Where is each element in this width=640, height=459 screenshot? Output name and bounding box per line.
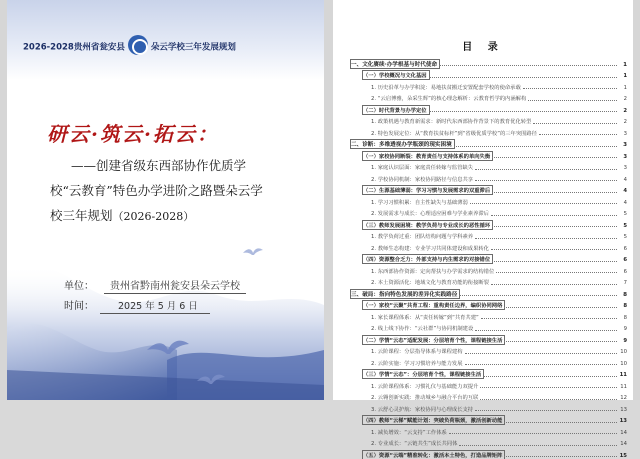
toc-page-number: 1: [623, 84, 627, 91]
cover-title-line-3: [50, 206, 194, 224]
toc-page-number: 14: [620, 441, 627, 447]
toc-page: [333, 0, 633, 459]
cover-time: [64, 297, 210, 314]
toc-page-number: 13: [619, 418, 627, 424]
toc-leader-dots: [491, 284, 617, 285]
toc-heading: 目 录: [462, 42, 504, 53]
cover-header-left: 2026-2028贵州省瓮安县: [23, 42, 125, 53]
toc-page-number: 3: [623, 142, 627, 148]
toc-leader-dots: [439, 65, 617, 66]
toc-entry-text: 一、文化赓续·办学根基与时代使命: [351, 61, 438, 68]
toc-entry-text: （二）时代背景与办学定位: [363, 107, 427, 114]
toc-subsection[interactable]: [351, 194, 627, 206]
toc-subsection[interactable]: [351, 309, 627, 321]
toc-entry-text: 1. 学习习惯积累：自主性缺失与基础薄弱: [371, 199, 468, 206]
toc-leader-dots: [459, 445, 617, 446]
toc-leader-dots: [459, 295, 617, 296]
toc-leader-dots: [492, 157, 617, 158]
toc-page-number: 5: [623, 222, 627, 229]
toc-subsection[interactable]: [351, 321, 627, 333]
toc-page-number: 1: [623, 73, 627, 79]
cover-title-years: （2026-2028）: [112, 210, 195, 223]
toc-leader-dots: [492, 261, 617, 262]
toc-page-number: 8: [623, 303, 627, 309]
toc-leader-dots: [429, 111, 617, 112]
toc-subsection[interactable]: [351, 114, 627, 126]
toc-page-number: 4: [623, 199, 627, 206]
toc-page-number: 8: [623, 291, 627, 298]
toc-subsection[interactable]: [351, 79, 627, 91]
toc-page-number: 14: [620, 429, 627, 436]
toc-entry-text: 2. 特色发展定位：从“教育扶贫标杆”到“省级优质学校”的三年突围路径: [371, 130, 538, 137]
toc-page-number: 11: [620, 383, 627, 390]
toc-entry-text: 1. 家庭认识层面：家庭责任转嫁与监管缺失: [371, 165, 474, 171]
toc-subsection[interactable]: [351, 263, 627, 275]
toc-leader-dots: [449, 433, 617, 434]
unit-value: 贵州省黔南州瓮安县朵云学校: [104, 277, 246, 294]
toc-entry-text: （四）资源整合乏力：外部支持与内生需求的对接错位: [363, 257, 491, 263]
toc-leader-dots: [492, 192, 617, 193]
cover-header-right: 朵云学校三年发展规划: [150, 42, 236, 53]
unit-label: 单位：: [64, 281, 94, 292]
toc-leader-dots: [465, 364, 618, 365]
toc-entry-text: 1. 教学负荷过重：团队结构问题与学科素养: [371, 234, 474, 240]
toc-leader-dots: [475, 180, 617, 181]
toc-leader-dots: [475, 410, 617, 411]
toc-subsection[interactable]: [351, 344, 627, 356]
toc-subsection[interactable]: [351, 275, 627, 287]
toc-leader-dots: [475, 330, 617, 331]
toc-section[interactable]: [351, 252, 627, 264]
toc-page-number: 10: [620, 349, 627, 355]
toc-entry-text: 2. 本土资源活化：地域文化与教育功能的衔接断裂: [371, 280, 489, 286]
toc-entry-text: （三）学情“云态”：分层培育个性，课程链接生活: [363, 372, 482, 378]
toc-entry-text: 2. 云翱创新实践：推动城乡与融合平台的互联: [371, 395, 479, 401]
toc-entry-text: 1. 历史沿革与办学积淀：易地扶贫搬迁安置配套学校的使命承载: [371, 84, 521, 91]
toc-entry-text: 2. “云启博雅，朵采生辉”的核心理念解析：云教育哲学的内涵解构: [371, 96, 527, 102]
toc-entry-text: 2. 学校协同机制：家校协同路径与信息共享: [371, 176, 474, 183]
toc-entry-text: （四）教师“云梯”赋能计划：突破负荷瓶颈，激活创新动能: [363, 418, 503, 424]
toc-subsection[interactable]: [351, 401, 627, 413]
toc-page-number: 1: [623, 61, 627, 68]
toc-entry-text: 1. 云阶课程：分层指导体系与课程建构: [371, 349, 463, 355]
toc-leader-dots: [491, 215, 617, 216]
toc-page-number: 9: [623, 326, 627, 332]
toc-subsection[interactable]: [351, 91, 627, 103]
toc-page-number: 5: [623, 211, 627, 217]
toc-subsection[interactable]: [351, 125, 627, 137]
toc-section[interactable]: [351, 183, 627, 195]
toc-leader-dots: [539, 134, 617, 135]
toc-section[interactable]: [351, 298, 627, 310]
cover-unit: [64, 277, 246, 294]
toc-leader-dots: [454, 146, 617, 147]
toc-page-number: 2: [623, 107, 627, 114]
toc-leader-dots: [504, 341, 617, 342]
toc-list: [351, 56, 627, 459]
toc-section[interactable]: [351, 413, 627, 425]
toc-section[interactable]: [351, 447, 627, 459]
toc-subsection[interactable]: [351, 424, 627, 436]
toc-leader-dots: [492, 226, 617, 227]
toc-page-number: 6: [623, 245, 627, 252]
toc-leader-dots: [504, 307, 617, 308]
toc-entry-text: 三、破局：指向特色发展的差异化实践路径: [351, 291, 458, 298]
toc-page-number: 11: [619, 372, 627, 378]
toc-leader-dots: [480, 387, 617, 388]
toc-entry-text: （二）学情“云态”适配发展：分层培育个性，课程链接生活: [363, 337, 503, 344]
toc-section[interactable]: [351, 102, 627, 114]
toc-page-number: 4: [623, 188, 627, 194]
toc-page-number: 3: [623, 153, 627, 160]
toc-chapter[interactable]: [351, 56, 627, 68]
crane-icon-small: [197, 372, 225, 388]
toc-section[interactable]: [351, 332, 627, 344]
toc-leader-dots: [504, 456, 617, 457]
toc-entry-text: （一）家校协同断裂：教育责任与支持体系的单向失衡: [363, 153, 491, 160]
toc-subsection[interactable]: [351, 160, 627, 172]
toc-page-number: 7: [623, 280, 627, 286]
toc-page-number: 3: [623, 165, 627, 171]
toc-leader-dots: [496, 272, 617, 273]
cover-header: [23, 37, 236, 57]
toc-subsection[interactable]: [351, 240, 627, 252]
toc-entry-text: （一）学校概况与文化基因: [363, 73, 427, 79]
toc-page-number: 9: [623, 337, 627, 344]
toc-leader-dots: [483, 376, 617, 377]
toc-page-number: 4: [623, 176, 627, 183]
toc-section[interactable]: [351, 217, 627, 229]
toc-entry-text: （五）资源“云端”精准转化：激活本土特色，打造品牌矩阵: [363, 452, 503, 459]
toc-leader-dots: [481, 318, 617, 319]
time-label: 时间：: [64, 301, 94, 312]
toc-subsection[interactable]: [351, 378, 627, 390]
toc-subsection[interactable]: [351, 229, 627, 241]
toc-section[interactable]: [351, 68, 627, 80]
cover-title-line-2: 校“云教育”特色办学进阶之路暨朵云学: [50, 183, 263, 198]
toc-leader-dots: [465, 353, 618, 354]
toc-entry-text: 2. 专业成长：“云链共生”成长共同体: [371, 441, 458, 447]
toc-leader-dots: [504, 422, 617, 423]
toc-page-number: 10: [620, 360, 627, 367]
toc-page-number: 6: [623, 257, 627, 263]
toc-page-number: 12: [620, 395, 627, 401]
crane-icon: [147, 336, 189, 362]
toc-entry-text: 二、诊断：多维透视办学瓶颈的现实困境: [351, 142, 452, 148]
toc-entry-text: 1. 减负增效：“云支持”工作体系: [371, 429, 447, 436]
toc-entry-text: 1. 东西部协作资源：定向帮扶与办学需求的结构错位: [371, 268, 495, 275]
toc-page-number: 13: [620, 406, 627, 413]
toc-entry-text: 2. 云阶实施：学习习惯培养与能力发展: [371, 360, 463, 367]
toc-page-number: 6: [623, 268, 627, 275]
toc-entry-text: 3. 云舒心灵护航：家校协同与心理成长支持: [371, 406, 474, 413]
toc-chapter[interactable]: [351, 137, 627, 149]
toc-entry-text: 2. 教师生态构建：专业学习共同体建设和成果转化: [371, 245, 489, 252]
toc-leader-dots: [475, 238, 617, 239]
toc-entry-text: 2. 线上线下协作：“云社群”与协同机制建设: [371, 326, 474, 332]
toc-page-number: 3: [623, 130, 627, 137]
toc-entry-text: 1. 家长课程体系：从“责任转嫁”到“共育共建”: [371, 314, 479, 321]
toc-chapter[interactable]: [351, 286, 627, 298]
toc-subsection[interactable]: [351, 390, 627, 402]
time-value: 2025 年 5 月 6 日: [100, 298, 210, 314]
toc-leader-dots: [491, 249, 617, 250]
toc-entry-text: （二）生源基础薄弱：学习习惯与发展需求的双重滞后: [363, 188, 491, 194]
toc-leader-dots: [528, 100, 617, 101]
toc-entry-text: （三）教师发展困境：教学负荷与专业成长的恶性循环: [363, 222, 491, 229]
bird-icon: [243, 246, 263, 258]
toc-leader-dots: [533, 123, 617, 124]
toc-section[interactable]: [351, 367, 627, 379]
cover-title-line-1: ——创建省级东西部协作优质学: [71, 158, 247, 173]
toc-leader-dots: [429, 77, 617, 78]
toc-leader-dots: [523, 88, 617, 89]
toc-subsection[interactable]: [351, 206, 627, 218]
toc-leader-dots: [480, 399, 617, 400]
cover-page: [7, 0, 324, 400]
toc-entry-text: （一）家校“云聚”共育工程：重构责任边界，编织协同网络: [363, 303, 503, 309]
cover-title-line-3-text: 校三年规划: [50, 208, 113, 223]
toc-page-number: 5: [623, 234, 627, 240]
toc-entry-text: 1. 云阶课程体系：习惯礼仪与基础能力双提升: [371, 383, 479, 390]
toc-entry-text: 2. 发展需求与成长：心理适应困难与学业素养滞后: [371, 211, 489, 217]
toc-subsection[interactable]: [351, 436, 627, 448]
toc-leader-dots: [475, 169, 617, 170]
toc-page-number: 15: [619, 452, 627, 459]
toc-entry-text: 1. 政策机遇与教育新需求：新时代东西部协作背景下的教育优化转型: [371, 119, 532, 125]
toc-subsection[interactable]: [351, 171, 627, 183]
toc-leader-dots: [470, 203, 617, 204]
school-logo-icon: [128, 35, 148, 55]
toc-section[interactable]: [351, 148, 627, 160]
toc-page-number: 2: [623, 96, 627, 102]
toc-page-number: 2: [623, 119, 627, 125]
cover-motto: 研云·筑云·拓云：: [47, 122, 219, 146]
toc-page-number: 8: [623, 314, 627, 321]
toc-subsection[interactable]: [351, 355, 627, 367]
